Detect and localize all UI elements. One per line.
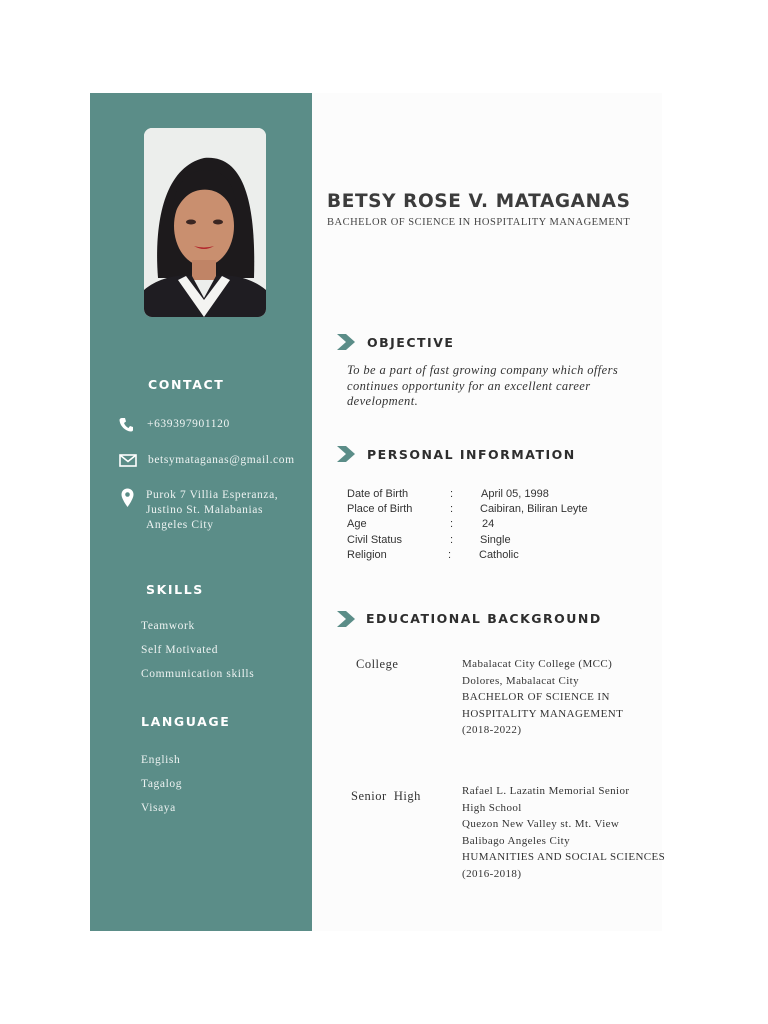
language-heading: LANGUAGE: [141, 714, 231, 729]
objective-line: To be a part of fast growing company which offers: [347, 363, 619, 377]
education-line: High School: [462, 801, 522, 814]
info-label: Religion: [347, 549, 387, 561]
info-separator: :: [450, 534, 454, 546]
info-label: Date of Birth: [347, 488, 409, 500]
phone-icon: [119, 417, 134, 432]
education-line: HOSPITALITY MANAGEMENT: [462, 707, 624, 720]
education-heading: EDUCATIONAL BACKGROUND: [366, 611, 602, 626]
skill-item: Self Motivated: [141, 644, 219, 656]
objective-heading: OBJECTIVE: [367, 335, 455, 350]
education-line: Rafael L. Lazatin Memorial Senior: [462, 785, 630, 797]
address-line: Justino St. Malabanias: [146, 504, 264, 516]
objective-line: development.: [347, 394, 419, 408]
language-item: Tagalog: [141, 778, 183, 790]
full-name: BETSY ROSE V. MATAGANAS: [327, 191, 631, 212]
info-value: Single: [480, 534, 511, 546]
chevron-right-icon: [337, 611, 355, 627]
education-details: [462, 656, 666, 739]
education-details: [462, 783, 666, 883]
skills-heading: SKILLS: [146, 582, 204, 597]
education-line: Quezon New Valley st. Mt. View: [462, 818, 620, 831]
info-separator: :: [450, 518, 454, 530]
education-line: HUMANITIES AND SOCIAL SCIENCES: [462, 851, 666, 864]
language-item: Visaya: [141, 802, 176, 814]
contact-phone: +639397901120: [147, 418, 230, 430]
info-value: Catholic: [479, 549, 519, 561]
education-line: BACHELOR OF SCIENCE IN: [462, 691, 610, 704]
education-line: (2018-2022): [462, 724, 522, 737]
address-line: Purok 7 Villia Esperanza,: [146, 489, 279, 501]
skill-item: Communication skills: [141, 668, 255, 680]
degree-subtitle: BACHELOR OF SCIENCE IN HOSPITALITY MANAGEMENT: [327, 217, 631, 228]
address-line: Angeles City: [146, 519, 214, 531]
education-level: College: [356, 657, 399, 671]
info-separator: :: [450, 503, 454, 515]
chevron-right-icon: [337, 446, 355, 462]
info-label: Place of Birth: [347, 503, 413, 515]
chevron-right-icon: [337, 334, 355, 350]
personal-info-heading: PERSONAL INFORMATION: [367, 447, 576, 462]
location-pin-icon: [121, 488, 134, 508]
education-line: Dolores, Mabalacat City: [462, 674, 580, 687]
profile-photo: [144, 128, 266, 317]
language-item: English: [141, 754, 181, 766]
info-value: April 05, 1998: [481, 488, 549, 500]
education-line: (2016-2018): [462, 867, 522, 880]
education-line: Balibago Angeles City: [462, 834, 571, 847]
objective-text: [347, 363, 677, 410]
education-level: Senior High: [351, 789, 421, 803]
info-label: Civil Status: [347, 534, 403, 546]
contact-email: betsymataganas@gmail.com: [148, 454, 295, 466]
contact-heading: CONTACT: [148, 377, 225, 392]
mail-icon: [119, 454, 137, 467]
info-separator: :: [448, 549, 452, 561]
skill-item: Teamwork: [141, 620, 195, 632]
info-value: Caibiran, Biliran Leyte: [480, 503, 588, 515]
info-label: Age: [347, 518, 367, 530]
objective-line: continues opportunity for an excellent career: [347, 378, 591, 393]
education-line: Mabalacat City College (MCC): [462, 658, 613, 670]
info-value: 24: [482, 518, 495, 530]
contact-address: [146, 488, 278, 533]
info-separator: :: [450, 488, 454, 500]
